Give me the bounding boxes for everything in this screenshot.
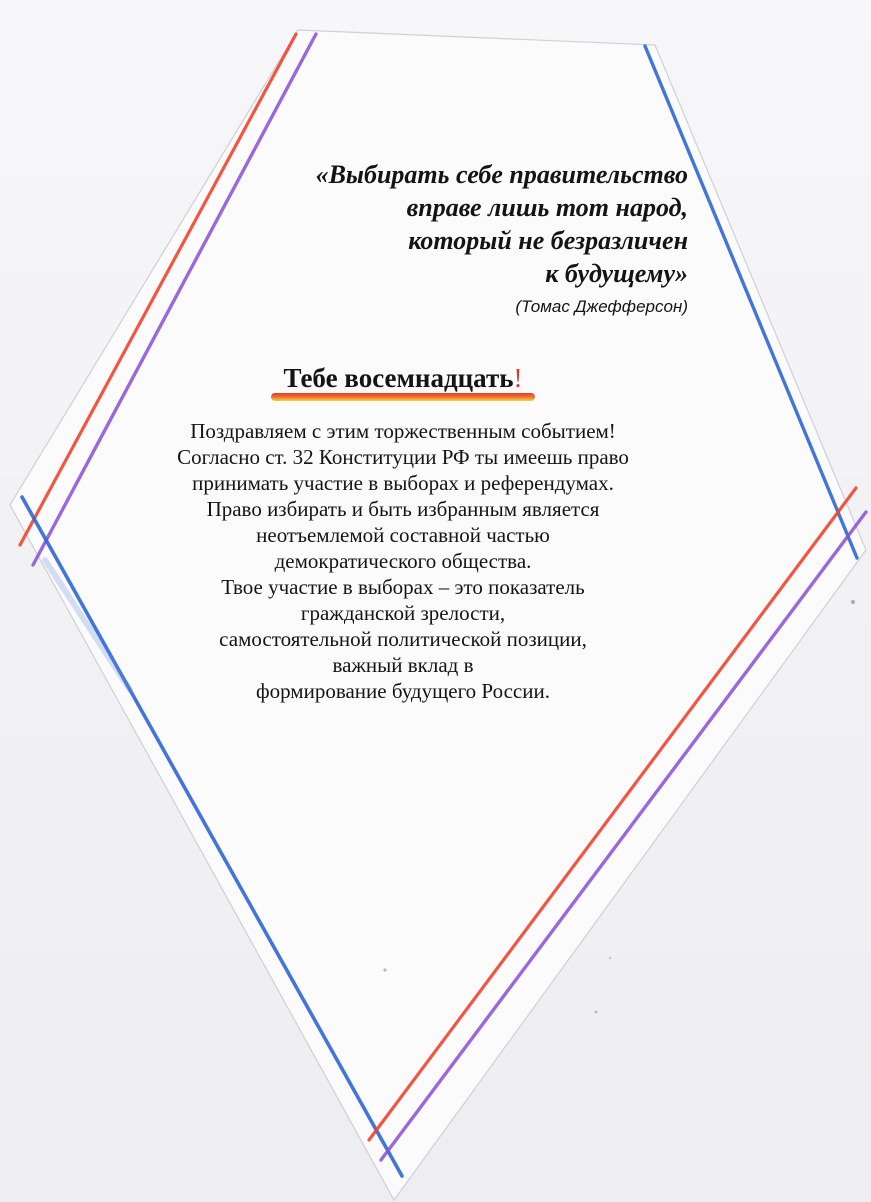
- quote-line: к будущему»: [545, 259, 688, 288]
- body-line: важный вклад в: [332, 653, 474, 677]
- body-line: Твое участие в выборах – это показатель: [221, 575, 585, 599]
- paper-speck: [383, 968, 386, 971]
- quote-line: который не безразличен: [408, 226, 688, 255]
- body-line: гражданской зрелости,: [300, 601, 506, 625]
- heading-underline: [271, 393, 534, 401]
- body-line: неотъемлемой составной частью: [256, 523, 550, 547]
- body-line: принимать участие в выборах и референдумах.: [192, 471, 614, 495]
- heading-exclamation: !: [513, 363, 523, 393]
- body-line: демократического общества.: [274, 549, 532, 573]
- quote-line: «Выбирать себе правительство: [315, 160, 688, 189]
- heading-title: [277, 361, 528, 403]
- body-line: Согласно ст. 32 Конституции РФ ты имеешь право: [177, 445, 629, 469]
- greeting-body: [0, 418, 806, 704]
- paper-speck: [595, 1011, 598, 1014]
- body-line: формирование будущего России.: [256, 679, 550, 703]
- epigraph-quote: [228, 158, 688, 290]
- quote-author: (Томас Джефферсон): [515, 297, 688, 316]
- body-line: Право избирать и быть избранным является: [206, 497, 600, 521]
- paper-speck: [851, 600, 855, 604]
- heading-text: Тебе восемнадцать: [283, 363, 514, 393]
- greeting-heading: [0, 361, 806, 403]
- quote-line: вправе лишь тот народ,: [406, 193, 688, 222]
- body-line: Поздравляем с этим торжественным событием!: [190, 419, 616, 443]
- body-line: самостоятельной политической позиции,: [219, 627, 587, 651]
- paper-speck: [609, 957, 611, 959]
